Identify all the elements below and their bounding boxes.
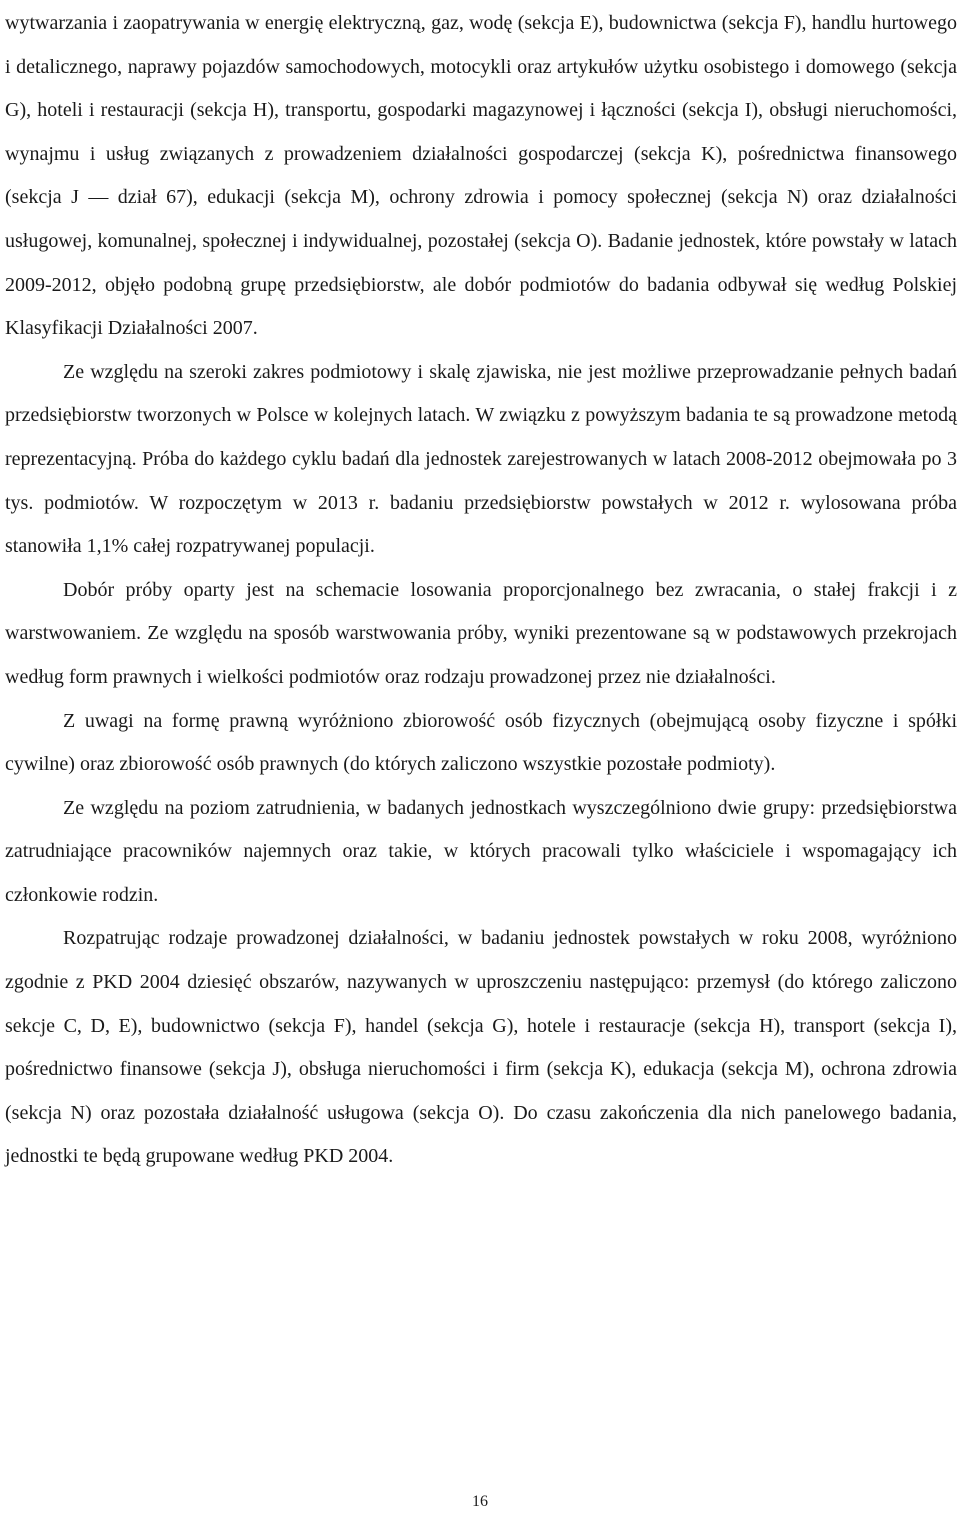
paragraph-continuation: wytwarzania i zaopatrywania w energię elektryczną, gaz, wodę (sekcja E), budownictwa (sekcja F), handlu hurtowego i detalicznego, naprawy pojazdów samochodowych, motocykli oraz artykułów użytku osobistego i domowego (sekcja G), hoteli i restauracji (sekcja H), transportu, gospodarki magazynowej i łączności (sekcja I), obsługi nieruchomości, wynajmu i usług związanych z prowadzeniem działalności gospodarczej (sekcja K), pośrednictwa finansowego (sekcja J — dział 67), edukacji (sekcja M), ochrony zdrowia i pomocy społecznej (sekcja N) oraz działalności usługowej, komunalnej, społecznej i indywidualnej, pozostałej (sekcja O). Badanie jednostek, które powstały w latach 2009-2012, objęło podobną grupę przedsiębiorstw, ale dobór podmiotów do badania odbywał się według Polskiej Klasyfikacji Działalności 2007.	[5, 12, 957, 340]
paragraph-employment: Ze względu na poziom zatrudnienia, w badanych jednostkach wyszczególniono dwie grupy: przedsiębiorstwa zatrudniające pracowników najemnych oraz takie, w których pracowali tylko właściciele i wspomagający ich członkowie rodzin.	[5, 796, 957, 906]
paragraph-legal-form: Z uwagi na formę prawną wyróżniono zbiorowość osób fizycznych (obejmującą osoby fizyczne i spółki cywilne) oraz zbiorowość osób prawnych (do których zaliczono wszystkie pozostałe podmioty).	[5, 709, 957, 776]
paragraph-sampling-scope: Ze względu na szeroki zakres podmiotowy i skalę zjawiska, nie jest możliwe przeprowadzanie pełnych badań przedsiębiorstw tworzonych w Polsce w kolejnych latach. W związku z powyższym badania te są prowadzone metodą reprezentacyjną. Próba do każdego cyklu badań dla jednostek zarejestrowanych w latach 2008-2012 obejmowała po 3 tys. podmiotów. W rozpoczętym w 2013 r. badaniu przedsiębiorstw powstałych w 2012 r. wylosowana próba stanowiła 1,1% całej rozpatrywanej populacji.	[5, 360, 957, 558]
page-number: 16	[472, 1493, 488, 1510]
paragraph-sample-design: Dobór próby oparty jest na schemacie losowania proporcjonalnego bez zwracania, o stałej frakcji i z warstwowaniem. Ze względu na sposób warstwowania próby, wyniki prezentowane są w podstawowych przekrojach według form prawnych i wielkości podmiotów oraz rodzaju prowadzonej przez nie działalności.	[5, 578, 957, 688]
paragraph-activity-types: Rozpatrując rodzaje prowadzonej działalności, w badaniu jednostek powstałych w roku 2008, wyróżniono zgodnie z PKD 2004 dziesięć obszarów, nazywanych w uproszczeniu następująco: przemysł (do którego zaliczono sekcje C, D, E), budownictwo (sekcja F), handel (sekcja G), hotele i restauracje (sekcja H), transport (sekcja I), pośrednictwo finansowe (sekcja J), obsługa nieruchomości i firm (sekcja K), edukacja (sekcja M), ochrona zdrowia (sekcja N) oraz pozostała działalność usługowa (sekcja O). Do czasu zakończenia dla nich panelowego badania, jednostki te będą grupowane według PKD 2004.	[5, 927, 957, 1168]
